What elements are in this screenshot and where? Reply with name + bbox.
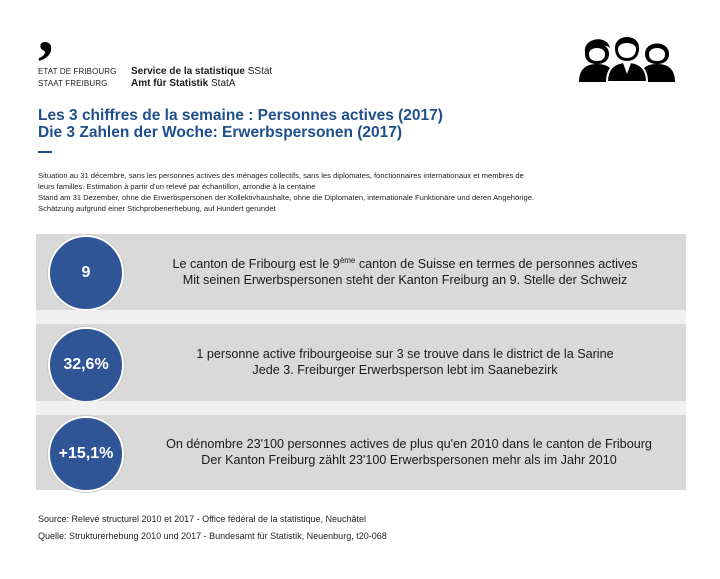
- fact-text-3: [134, 436, 684, 468]
- fact-value-circle-3: +15,1%: [48, 416, 124, 492]
- page-title-de: Die 3 Zahlen der Woche: Erwerbspersonen (2017): [38, 124, 403, 141]
- source-fr: Source: Relevé structurel 2010 et 2017 - Office fédéral de la statistique, Neuchâtel: [38, 514, 367, 524]
- note-line: Situation au 31 décembre, sans les personnes actives des ménages collectifs, sans les diplomates, fonctionnaires internationaux et membres de: [38, 171, 524, 180]
- sources: [38, 511, 387, 545]
- note-line: leurs familles. Estimation à partir d'un relevé par échantillon, arrondie à la centaine: [38, 182, 316, 191]
- org-canton-fr: ETAT DE FRIBOURG: [38, 67, 117, 76]
- comma-logo-icon: ,: [38, 0, 54, 65]
- service-de-name: Amt für Statistik: [131, 78, 209, 89]
- methodology-notes: [38, 170, 688, 214]
- org-canton-de: STAAT FREIBURG: [38, 79, 108, 88]
- fact-text-de-1: Mit seinen Erwerbspersonen steht der Kanton Freiburg an 9. Stelle der Schweiz: [182, 273, 628, 287]
- band-gap: [36, 401, 686, 415]
- fact-text-fr-3: On dénombre 23'100 personnes actives de plus qu'en 2010 dans le canton de Fribourg: [166, 437, 652, 451]
- fact-text-fr-2: 1 personne active fribourgeoise sur 3 se trouve dans le district de la Sarine: [196, 347, 614, 361]
- band-gap: [36, 310, 686, 324]
- page-title-fr: Les 3 chiffres de la semaine : Personnes actives (2017): [38, 107, 443, 124]
- title-divider: [38, 151, 52, 153]
- source-de: Quelle: Strukturerhebung 2010 und 2017 - Bundesamt für Statistik, Neuenburg, t20-068: [38, 531, 387, 541]
- fact-value-circle-1: 9: [48, 235, 124, 311]
- fact-text-de-3: Der Kanton Freiburg zählt 23'100 Erwerbspersonen mehr als im Jahr 2010: [201, 453, 617, 467]
- fact-text-1: [145, 256, 665, 288]
- service-fr-abbr: SStat: [247, 66, 273, 77]
- fact-text-fr-1: Le canton de Fribourg est le 9ème canton de Suisse en termes de personnes actives: [172, 255, 638, 271]
- fact-text-2: [145, 346, 665, 378]
- service-fr-name: Service de la statistique: [131, 66, 245, 77]
- organisation-block: [38, 66, 272, 90]
- fact-value-circle-2: 32,6%: [48, 327, 124, 403]
- people-group-icon: [577, 30, 677, 82]
- service-de-abbr: StatA: [211, 78, 236, 89]
- fact-text-de-2: Jede 3. Freiburger Erwerbsperson lebt im Saanebezirk: [252, 363, 558, 377]
- note-line: Stand am 31 Dezember, ohne die Erwerbspersonen der Kollektivhaushalte, ohne die Diplomaten, internationale Funktionäre und deren Angehörige.: [38, 193, 535, 202]
- note-line: Schätzung aufgrund einer Stichprobenerhebung, auf Hundert gerundet: [38, 204, 276, 213]
